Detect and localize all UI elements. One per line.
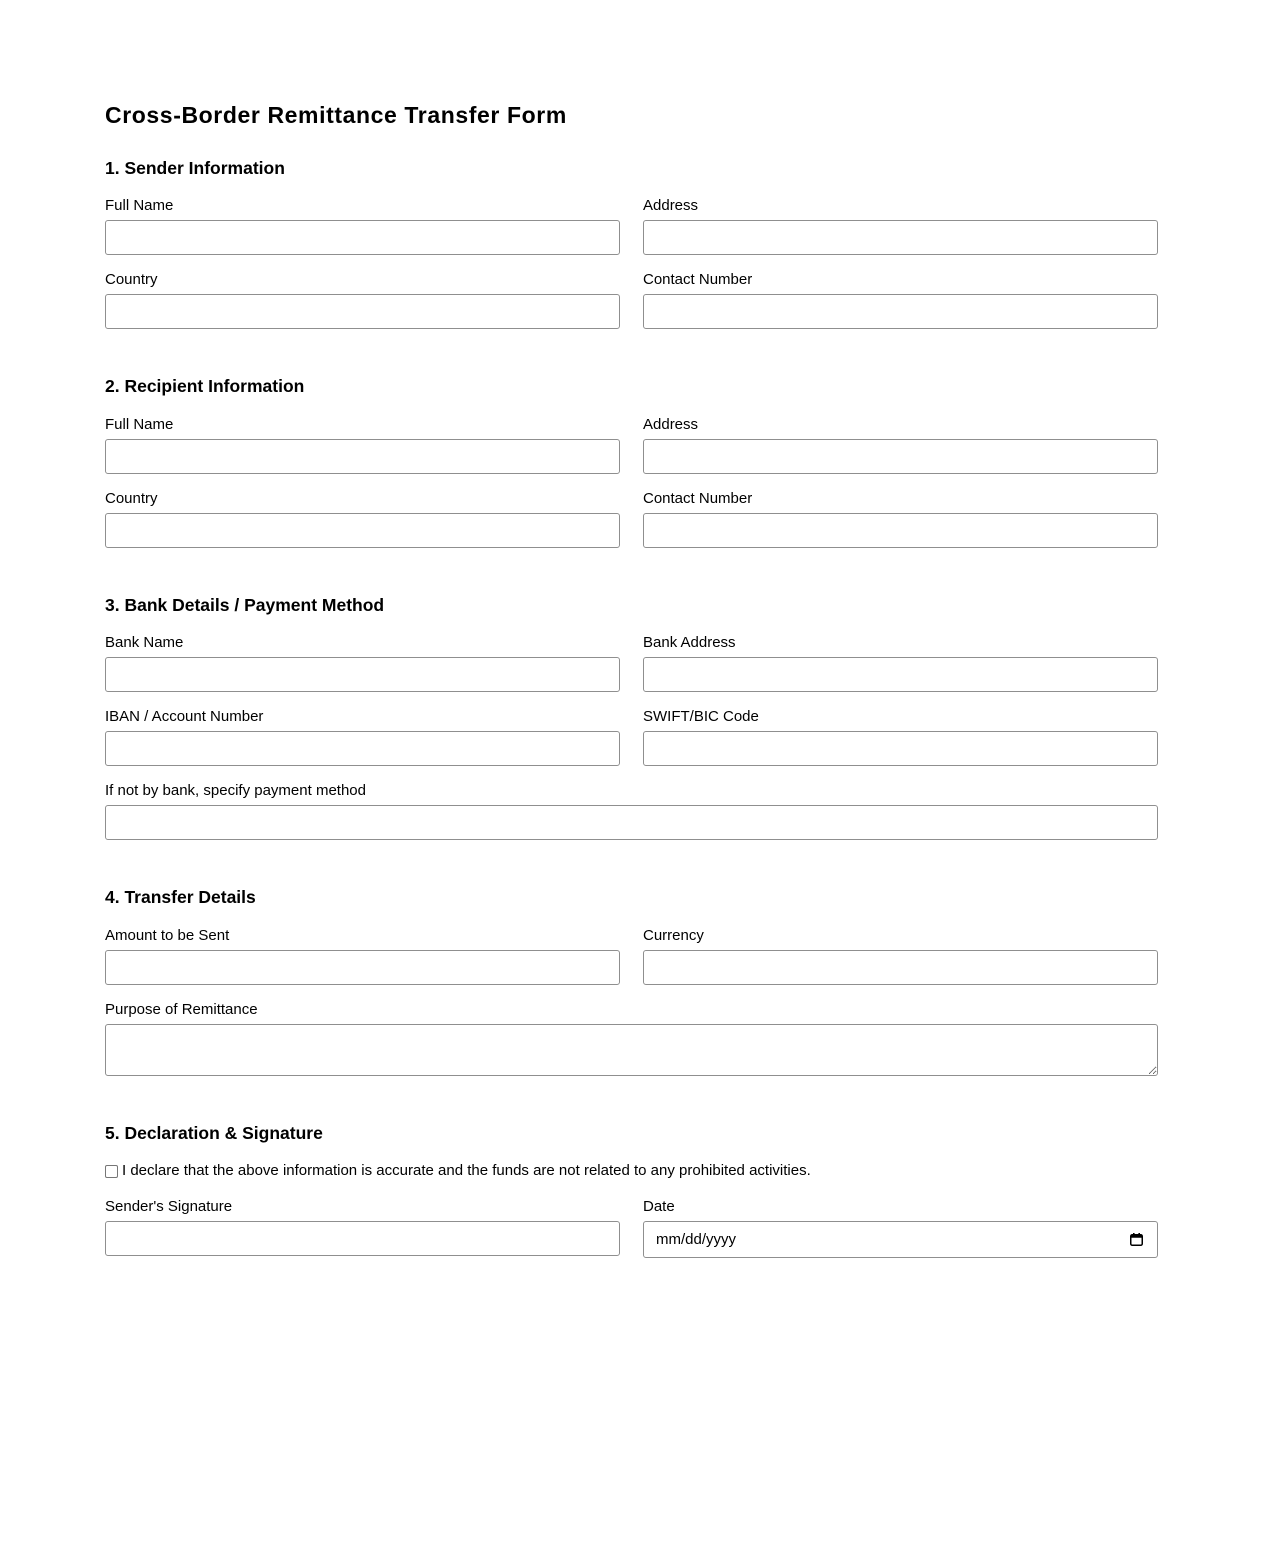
sender-country-label: Country — [105, 271, 158, 288]
sender-address-field — [643, 197, 1158, 255]
signature-label: Sender's Signature — [105, 1198, 233, 1215]
swift-input[interactable] — [643, 731, 1158, 766]
bank-address-label: Bank Address — [643, 634, 736, 651]
calendar-icon[interactable] — [1130, 1233, 1143, 1246]
recipient-country-label: Country — [105, 490, 158, 507]
recipient-contact-input[interactable] — [643, 513, 1158, 548]
date-label: Date — [643, 1198, 675, 1215]
sender-address-input[interactable] — [643, 220, 1158, 255]
other-payment-method-label: If not by bank, specify payment method — [105, 782, 366, 799]
sender-country-input[interactable] — [105, 294, 620, 329]
recipient-address-input[interactable] — [643, 439, 1158, 474]
declaration-text: I declare that the above information is accurate and the funds are not related to any prohibited activities. — [122, 1162, 811, 1179]
amount-input[interactable] — [105, 950, 620, 985]
date-field — [643, 1198, 1158, 1258]
recipient-full-name-input[interactable] — [105, 439, 620, 474]
sender-full-name-input[interactable] — [105, 220, 620, 255]
swift-field — [643, 708, 1158, 766]
recipient-address-field — [643, 416, 1158, 474]
sender-full-name-field — [105, 197, 620, 255]
purpose-field — [105, 1001, 1158, 1076]
declaration-section-title: 5. Declaration & Signature — [105, 1123, 323, 1143]
recipient-country-field — [105, 490, 620, 548]
other-payment-method-field — [105, 782, 1158, 840]
sender-contact-field — [643, 271, 1158, 329]
transfer-section-title: 4. Transfer Details — [105, 887, 256, 907]
recipient-full-name-label: Full Name — [105, 416, 174, 433]
currency-input[interactable] — [643, 950, 1158, 985]
amount-label: Amount to be Sent — [105, 927, 230, 944]
purpose-textarea[interactable] — [105, 1024, 1158, 1076]
bank-section-title: 3. Bank Details / Payment Method — [105, 595, 385, 615]
bank-address-input[interactable] — [643, 657, 1158, 692]
recipient-full-name-field — [105, 416, 620, 474]
currency-field — [643, 927, 1158, 985]
date-input[interactable] — [643, 1221, 1158, 1258]
date-placeholder: mm/dd/yyyy — [656, 1231, 737, 1248]
declaration-row — [105, 1162, 811, 1180]
recipient-contact-field — [643, 490, 1158, 548]
bank-name-input[interactable] — [105, 657, 620, 692]
signature-field — [105, 1198, 620, 1256]
signature-input[interactable] — [105, 1221, 620, 1256]
recipient-section-title: 2. Recipient Information — [105, 376, 305, 396]
bank-address-field — [643, 634, 1158, 692]
amount-field — [105, 927, 620, 985]
recipient-country-input[interactable] — [105, 513, 620, 548]
sender-address-label: Address — [643, 197, 699, 214]
recipient-contact-label: Contact Number — [643, 490, 753, 507]
recipient-address-label: Address — [643, 416, 699, 433]
form-title: Cross-Border Remittance Transfer Form — [105, 102, 567, 128]
bank-name-field — [105, 634, 620, 692]
sender-contact-input[interactable] — [643, 294, 1158, 329]
sender-full-name-label: Full Name — [105, 197, 174, 214]
other-payment-method-input[interactable] — [105, 805, 1158, 840]
sender-section-title: 1. Sender Information — [105, 158, 285, 178]
iban-label: IBAN / Account Number — [105, 708, 264, 725]
sender-country-field — [105, 271, 620, 329]
currency-label: Currency — [643, 927, 704, 944]
sender-contact-label: Contact Number — [643, 271, 753, 288]
declaration-checkbox[interactable] — [105, 1165, 118, 1178]
swift-label: SWIFT/BIC Code — [643, 708, 759, 725]
iban-field — [105, 708, 620, 766]
bank-name-label: Bank Name — [105, 634, 184, 651]
purpose-label: Purpose of Remittance — [105, 1001, 258, 1018]
iban-input[interactable] — [105, 731, 620, 766]
